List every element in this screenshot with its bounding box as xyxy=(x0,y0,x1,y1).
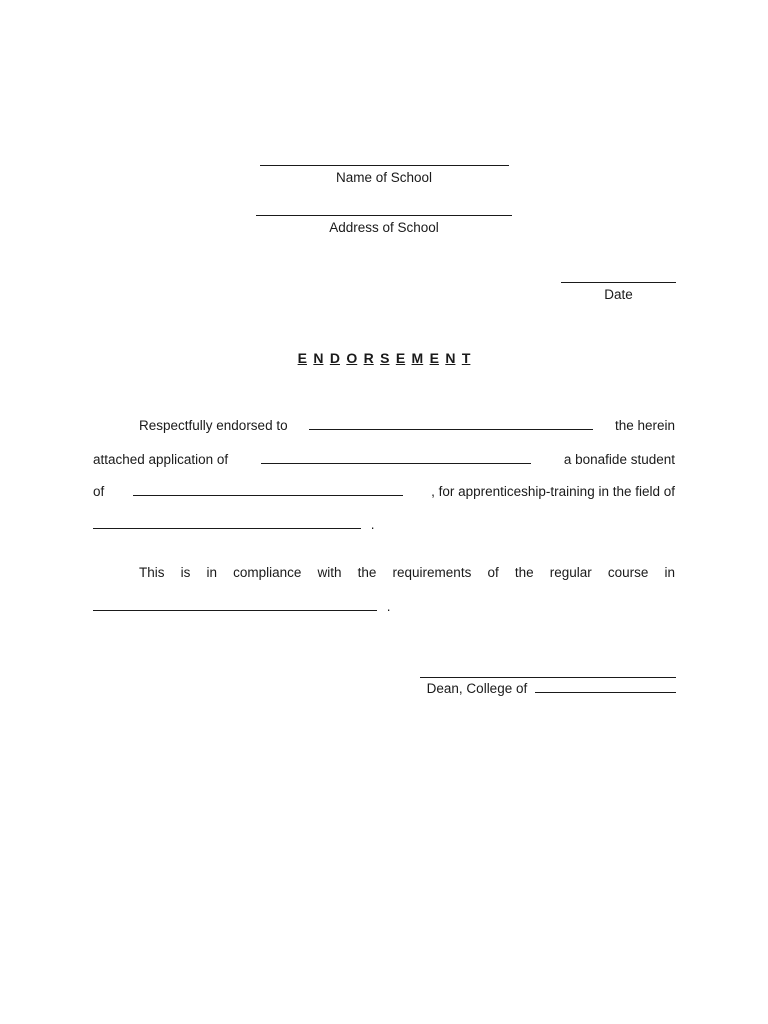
paragraph-2-word: of xyxy=(487,565,499,580)
paragraph-2-word: in xyxy=(664,565,675,580)
title-letter: E xyxy=(395,350,406,366)
paragraph-1-line-3 xyxy=(93,483,675,499)
paragraph-2-word: course xyxy=(607,565,649,580)
title-letter: S xyxy=(380,350,390,366)
date-blank[interactable] xyxy=(561,282,676,283)
school-name-blank[interactable] xyxy=(260,165,509,166)
paragraph-1-period: . xyxy=(370,517,375,532)
school-name-block xyxy=(0,165,768,185)
title-letter: E xyxy=(297,350,307,366)
title-letter: R xyxy=(363,350,374,366)
paragraph-2-line-1 xyxy=(93,565,675,580)
document-title-text xyxy=(294,350,473,366)
title-letter: N xyxy=(313,350,324,366)
applicant-name-blank[interactable] xyxy=(261,451,531,464)
school-name-label: Name of School xyxy=(335,170,433,185)
paragraph-2-line-2 xyxy=(93,598,675,614)
paragraph-2-word: the xyxy=(514,565,534,580)
document-title xyxy=(0,350,768,366)
dean-signature-label xyxy=(411,680,676,696)
title-letter: E xyxy=(429,350,439,366)
title-letter: D xyxy=(329,350,340,366)
paragraph-2-word: is xyxy=(180,565,191,580)
dean-college-text: Dean, College of xyxy=(426,681,528,696)
paragraph-1-line-4 xyxy=(93,516,675,532)
institution-blank[interactable] xyxy=(133,483,403,496)
school-address-block xyxy=(0,215,768,235)
title-letter: N xyxy=(445,350,456,366)
apprenticeship-text: , for apprenticeship-training in the field of xyxy=(431,484,675,499)
endorsed-to-blank[interactable] xyxy=(309,417,593,430)
paragraph-2-word: the xyxy=(357,565,377,580)
title-letter: O xyxy=(346,350,358,366)
paragraph-2-word: in xyxy=(206,565,217,580)
paragraph-2-period: . xyxy=(386,599,391,614)
paragraph-2-word: compliance xyxy=(233,565,302,580)
signature-line[interactable] xyxy=(420,677,676,678)
of-text: of xyxy=(93,484,105,499)
paragraph-1-line-1 xyxy=(93,417,675,433)
paragraph-1-line-2 xyxy=(93,451,675,467)
date-block xyxy=(561,282,676,302)
field-blank[interactable] xyxy=(93,516,361,529)
paragraph-2-word: regular xyxy=(549,565,592,580)
title-letter: T xyxy=(461,350,471,366)
school-address-blank[interactable] xyxy=(256,215,512,216)
college-blank[interactable] xyxy=(535,680,676,693)
herein-text: the herein xyxy=(614,418,675,433)
paragraph-2-word: requirements xyxy=(392,565,472,580)
bonafide-student-text: a bonafide student xyxy=(563,452,675,467)
date-label: Date xyxy=(604,287,633,302)
attached-application-text: attached application of xyxy=(93,452,229,467)
title-letter: M xyxy=(411,350,424,366)
school-address-label: Address of School xyxy=(329,220,439,235)
paragraph-2-word: with xyxy=(317,565,342,580)
paragraph-2-word: This xyxy=(139,565,165,580)
course-blank[interactable] xyxy=(93,598,377,611)
endorsed-to-text: Respectfully endorsed to xyxy=(139,418,288,433)
